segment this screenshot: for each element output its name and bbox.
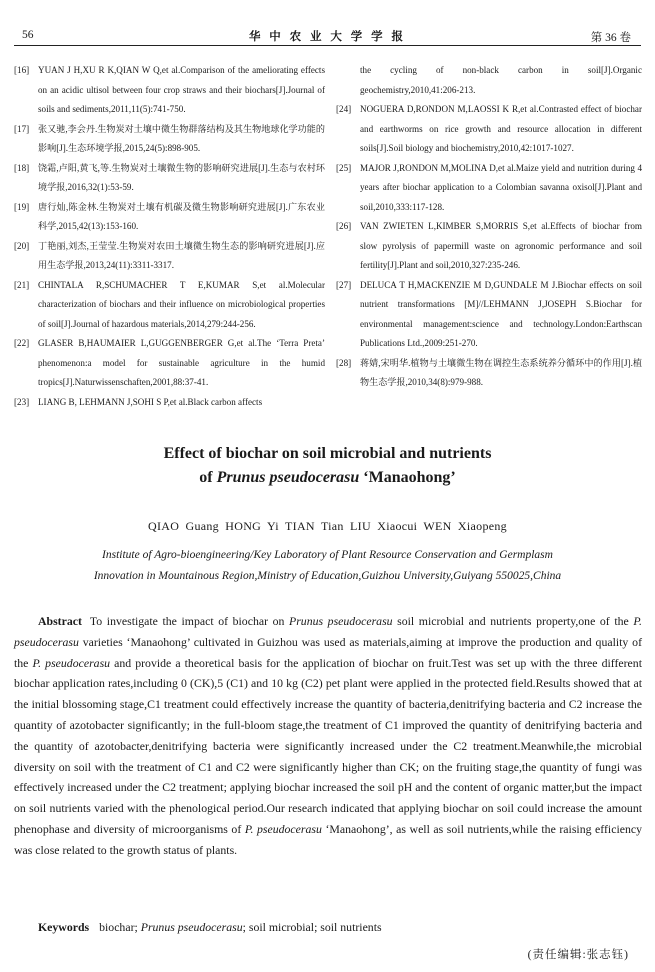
reference-number: [17] [14, 123, 30, 134]
reference-number: [22] [14, 338, 30, 348]
abstract-text: varieties ‘Manaohong’ cultivated in Guizhou was used as materials,aiming at improve the production and quality of the [14, 634, 642, 670]
abstract-text: ‘Manaohong’, as well as soil nutrients,while the raising efficiency was close related to the growth status of plants. [14, 821, 642, 857]
reference-number: [18] [14, 162, 30, 173]
keyword: ; soil microbial; soil nutrients [242, 920, 382, 934]
abstract [14, 611, 642, 861]
reference-entry [14, 198, 325, 237]
reference-text: NOGUERA D,RONDON M,LAOSSI K R,et al.Contrasted effect of biochar and earthworms on rice growth and resource allocation in different soils[J].Soil biology and biochemistry,2010,42:1017-1027. [360, 104, 642, 153]
abstract-text: To investigate the impact of biochar on [89, 614, 289, 628]
article-title [0, 442, 655, 490]
reference-entry [14, 61, 325, 120]
species-name: Prunus pseudocerasu [289, 614, 393, 628]
reference-text: the cycling of non-black carbon in soil[J].Organic geochemistry,2010,41:206-213. [360, 65, 642, 95]
reference-text: MAJOR J,RONDON M,MOLINA D,et al.Maize yield and nutrition during 4 years after biochar application to a Colombian savanna oxisol[J].Plant and soil,2010,333:117-128. [360, 162, 642, 212]
reference-number: [24] [336, 104, 352, 114]
affiliation [0, 545, 655, 587]
reference-entry [14, 120, 325, 159]
page-number: 56 [22, 29, 34, 41]
abstract-text: soil microbial and nutrients property,one of the [392, 614, 634, 628]
references-left-column [14, 61, 325, 412]
keyword: biochar; [99, 920, 141, 934]
reference-text: 张又驰,李会丹.生物炭对土壤中微生物群落结构及其生物地球化学功能的影响[J].生态环境学报,2015,24(5):898-905. [38, 123, 325, 153]
reference-entry [14, 334, 325, 393]
journal-name: 华 中 农 业 大 学 学 报 [248, 31, 407, 43]
reference-entry [14, 159, 325, 198]
reference-entry [336, 159, 642, 218]
references-right-column [336, 61, 642, 393]
keywords-label: Keywords [38, 920, 90, 934]
reference-text: 饶霜,卢阳,黄飞,等.生物炭对土壤微生物的影响研究进展[J].生态与农村环境学报,2016,32(1):53-59. [38, 162, 325, 192]
title-of: of [199, 469, 217, 486]
title-species: Prunus pseudocerasu [216, 469, 360, 486]
reference-number: [26] [336, 221, 352, 231]
keywords [14, 920, 642, 935]
reference-text: LIANG B, LEHMANN J,SOHI S P,et al.Black carbon affects [38, 396, 263, 407]
species-name: P. pseudocerasu [14, 614, 642, 649]
reference-number: [27] [336, 279, 352, 290]
running-header [14, 27, 641, 46]
abstract-label: Abstract [38, 614, 82, 628]
title-line-2 [0, 466, 655, 490]
keyword-species: Prunus pseudocerasu [140, 920, 243, 934]
reference-number: [16] [14, 65, 30, 75]
reference-text: 唐行灿,陈金林.生物炭对土壤有机碳及微生物影响研究进展[J].广东农业科学,2015,42(13):153-160. [38, 201, 325, 231]
reference-number: [20] [14, 240, 30, 251]
reference-text: 蒋婧,宋明华.植物与土壤微生物在调控生态系统养分循环中的作用[J].植物生态学报,2010,34(8):979-988. [360, 357, 642, 387]
reference-number: [19] [14, 201, 30, 212]
abstract-text: and provide a theoretical basis for the application of biochar on fruit.Test was set up with the three different biochar application rates,including 0 (CK),5 (C1) and 10 kg (C2) pet plant were applied in the protected field.Results showed that at the initial blossoming stage,C1 treatment could effectively increase the quantity of bacteria,denitrifying bacteria and C2 increase the quantity of azotobacter significantly; in the full-bloom stage,the treatment of C1 improved the quantity of denitrifying bacteria and the quantity of azotobacter,denitrifying bacteria were significantly increased under the C2 treatment.Meanwhile,the microbial diversity on soil with the treatment of C1 and C2 were significantly higher than CK; on the fruiting stage,the quantity of fungi was effectively increased under the C2 treatment; applying biochar increased the soil pH and the content of organic matter,but the impact on soil nutrients varied with the phenological period.Our research indicated that applying biochar on soil could increase the amount phenophase and diversity of microorganisms of [14, 655, 642, 836]
reference-text: 丁艳丽,刘杰,王莹莹.生物炭对农田土壤微生物生态的影响研究进展[J].应用生态学报,2013,24(11):3311-3317. [38, 240, 325, 270]
reference-entry [14, 393, 325, 413]
reference-entry [336, 217, 642, 276]
reference-entry [336, 61, 642, 100]
reference-text: YUAN J H,XU R K,QIAN W Q,et al.Comparison of the ameliorating effects on an acidic ultisol between four crop straws and their biochars[J].Journal of soils and sediments,2011,11(5):741-750. [38, 65, 325, 114]
affiliation-line-1: Institute of Agro-bioengineering/Key Laboratory of Plant Resource Conservation and Germplasm [102, 549, 553, 561]
reference-number: [21] [14, 279, 30, 290]
author-list: QIAO Guang HONG Yi TIAN Tian LIU Xiaocui WEN Xiaopeng [148, 519, 507, 533]
editor-note: (责任编辑:张志钰) [527, 949, 629, 961]
title-variety: ‘Manaohong’ [359, 469, 456, 486]
volume-label: 第 36 卷 [590, 32, 631, 44]
reference-number: [28] [336, 357, 352, 368]
species-name: P. pseudocerasu [244, 821, 322, 836]
title-line-1: Effect of biochar on soil microbial and nutrients [163, 445, 492, 462]
reference-text: DELUCA T H,MACKENZIE M D,GUNDALE M J.Biochar effects on soil nutrient transformations [M]//LEHMANN J,JOSEPH S.Biochar for environmental management:science and technology.London:Earthscan Publications Ltd.,2009:251-270. [360, 279, 642, 348]
species-name: P. pseudocerasu [32, 655, 111, 670]
reference-entry [336, 100, 642, 159]
reference-entry [14, 276, 325, 335]
reference-text: CHINTALA R,SCHUMACHER T E,KUMAR S,et al.Molecular characterization of biochars and their influence on microbiological properties of soil[J].Journal of hazardous materials,2014,279:244-256. [38, 279, 325, 329]
reference-text: GLASER B,HAUMAIER L,GUGGENBERGER G,et al.The ‘Terra Preta’ phenomenon:a model for sustainable agriculture in the humid tropics[J].Naturwissenschaften,2001,88:37-41. [38, 338, 325, 387]
affiliation-line-2: Innovation in Mountainous Region,Ministry of Education,Guizhou University,Guiyang 550025,China [93, 570, 562, 582]
reference-entry [336, 354, 642, 393]
reference-number: [25] [336, 162, 352, 173]
reference-entry [336, 276, 642, 354]
reference-text: VAN ZWIETEN L,KIMBER S,MORRIS S,et al.Effects of biochar from slow pyrolysis of papermill waste on agronomic performance and soil fertility[J].Plant and soil,2010,327:235-246. [360, 221, 642, 270]
reference-entry [14, 237, 325, 276]
reference-number: [23] [14, 396, 30, 407]
